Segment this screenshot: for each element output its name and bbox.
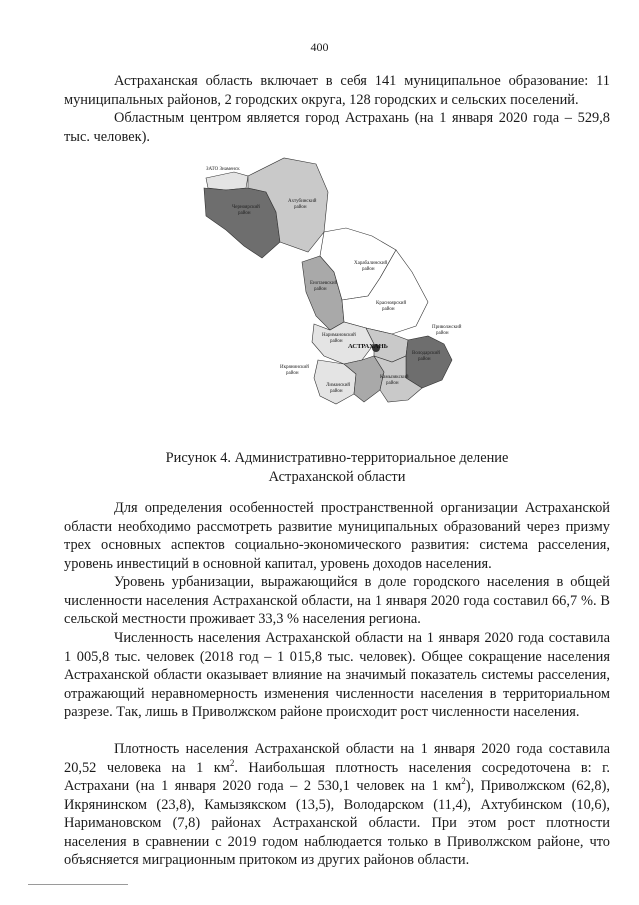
map-label-privolzhsky-1: Приволжский [432,325,462,330]
map-label-enotaevsky-1: Енотаевский [310,281,338,286]
map-label-limansky-1: Лиманский [326,383,351,388]
superscript-2: 2 [461,776,466,787]
density-text-c: ), Приволжском (62,8), Икрянинском (23,8), Камызякском (13,5), Володарском (11,4), Ахтубинском (10,6), Наримановском (7,8) районах Астраханской области. При этом рост плотности населения в сравнении с 2019 годом наблюдается только в Приволжском районе, что объясняется миграционным притоком из других районов области. [64,778,610,868]
map-label-krasnoyarsky-1: Красноярский [376,301,407,306]
map-label-akhtubinsky-1: Ахтубинский [288,199,317,204]
density-text-b: . Наибольшая плотность населения сосредоточена в: г. Астрахани (на 1 января 2020 года – 2 530,1 человек на 1 км [64,759,610,794]
map-label-limansky-2: район [330,389,343,394]
body-paragraph-2: Уровень урбанизации, выражающийся в доле городского населения в общей численности населения Астраханской области, на 1 января 2020 года составил 66,7 %. В сельской местности проживает 33,3 % населения региона. [64,574,610,627]
map-label-narimanovsky-2: район [330,339,343,344]
map-label-volodarsky-2: район [418,357,431,362]
intro-paragraph-2: Областным центром является город Астрахань (на 1 января 2020 года – 529,8 тыс. человек). [64,110,610,145]
map-label-kamyzyaksky-2: район [386,381,399,386]
map-label-ikryaninsky-1: Икрянинский [280,365,309,370]
map-label-chernoyarsky-1: Черноярский [232,205,260,210]
map-label-kharabalinsky-1: Харабалинский [354,261,388,266]
body-paragraph-4 [64,740,610,870]
administrative-map [196,150,466,415]
map-label-astrakhan: АСТРАХАНЬ [348,343,388,350]
region-map-svg [196,150,466,415]
page-number: 400 [310,40,329,54]
map-label-ikryaninsky-2: район [286,371,299,376]
map-label-zato: ЗАТО Знаменск [206,167,240,172]
map-label-narimanovsky-1: Наримановский [322,333,356,338]
map-region-chernoyarsky [204,188,280,258]
figure-caption-line-1: Рисунок 4. Административно-территориальное деление [165,450,509,466]
map-region-volodarsky [406,336,452,388]
figure-caption-line-2: Астраханской области [268,469,406,485]
body-paragraph-3: Численность населения Астраханской области на 1 января 2020 года составила 1 005,8 тыс. человек (2018 год – 1 015,8 тыс. человек). Общее сокращение населения Астраханской области оказывает влияние на значимый показатель системы расселения, отражающий неравномерность изменения численности населения в территориальном разрезе. Так, лишь в Приволжском районе происходит рост численности населения. [64,630,610,720]
intro-paragraph-1: Астраханская область включает в себя 141 муниципальное образование: 11 муниципальных районов, 2 городских округа, 128 городских и сельских поселений. [64,73,610,108]
map-region-zato [206,172,248,190]
map-label-kamyzyaksky-1: Камызякский [380,375,409,380]
map-label-volodarsky-1: Володарский [412,351,440,356]
map-label-privolzhsky-2: район [436,331,449,336]
page-bottom-rule [28,884,128,885]
body-paragraph-1: Для определения особенностей пространственной организации Астраханской области необходимо рассмотреть развитие муниципальных образований через призму трех основных аспектов социально-экономического развития: система расселения, уровень инвестиций в основной капитал, уровень доходов населения. [64,500,610,572]
map-label-chernoyarsky-2: район [238,211,251,216]
map-label-akhtubinsky-2: район [294,205,307,210]
map-label-krasnoyarsky-2: район [382,307,395,312]
density-text-a: Плотность населения Астраханской области на 1 января 2020 года составила 20,52 человека на 1 км [64,741,610,776]
superscript-1: 2 [229,757,235,768]
map-label-enotaevsky-2: район [314,287,327,292]
map-label-kharabalinsky-2: район [362,267,375,272]
